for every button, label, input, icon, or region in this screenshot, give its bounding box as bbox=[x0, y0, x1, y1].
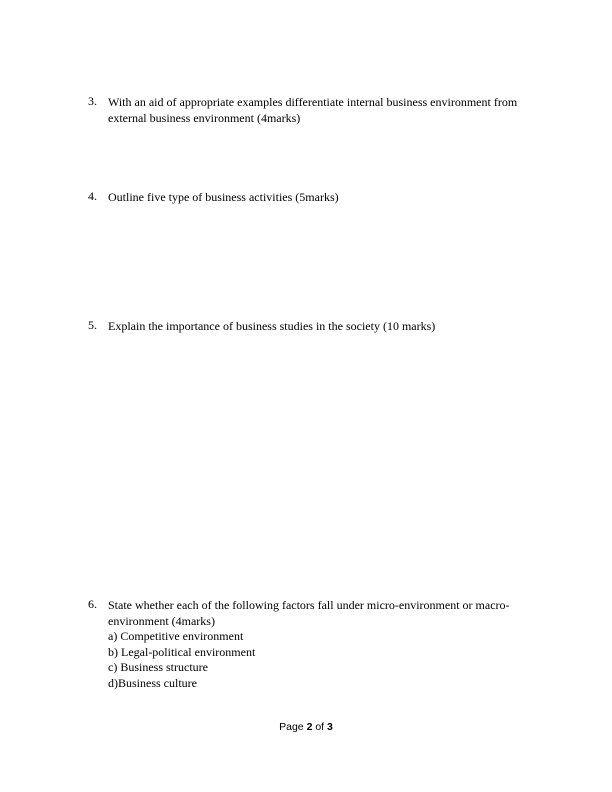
question-4-number: 4. bbox=[88, 189, 97, 203]
footer-page-label: Page bbox=[279, 721, 307, 733]
question-5-text: Explain the importance of business studies in the society (10 marks) bbox=[108, 319, 436, 333]
question-6-subitems bbox=[108, 629, 255, 691]
question-6-subitem-a: a) Competitive environment bbox=[108, 629, 244, 643]
page-footer bbox=[0, 721, 612, 733]
footer-total-pages: 3 bbox=[327, 721, 333, 733]
question-6-subitem-b: b) Legal-political environment bbox=[108, 644, 256, 659]
question-6-number: 6. bbox=[88, 597, 97, 611]
question-5 bbox=[88, 318, 536, 334]
question-6-subitem-d: d)Business culture bbox=[108, 675, 197, 690]
question-6 bbox=[88, 597, 536, 629]
question-4 bbox=[88, 189, 536, 205]
question-5-number: 5. bbox=[88, 318, 97, 332]
footer-current-page: 2 bbox=[306, 721, 313, 733]
question-4-text: Outline five type of business activities (5marks) bbox=[108, 190, 339, 204]
footer-of-label: of bbox=[312, 721, 328, 733]
question-6-subitem-c: c) Business structure bbox=[108, 660, 208, 674]
question-3-text: With an aid of appropriate examples differentiate internal business environment from external business environment (4marks) bbox=[108, 95, 518, 125]
question-6-text: State whether each of the following factors fall under micro-environment or macro-environment (4marks) bbox=[108, 598, 510, 628]
question-3-number: 3. bbox=[88, 94, 97, 108]
question-3 bbox=[88, 94, 536, 126]
